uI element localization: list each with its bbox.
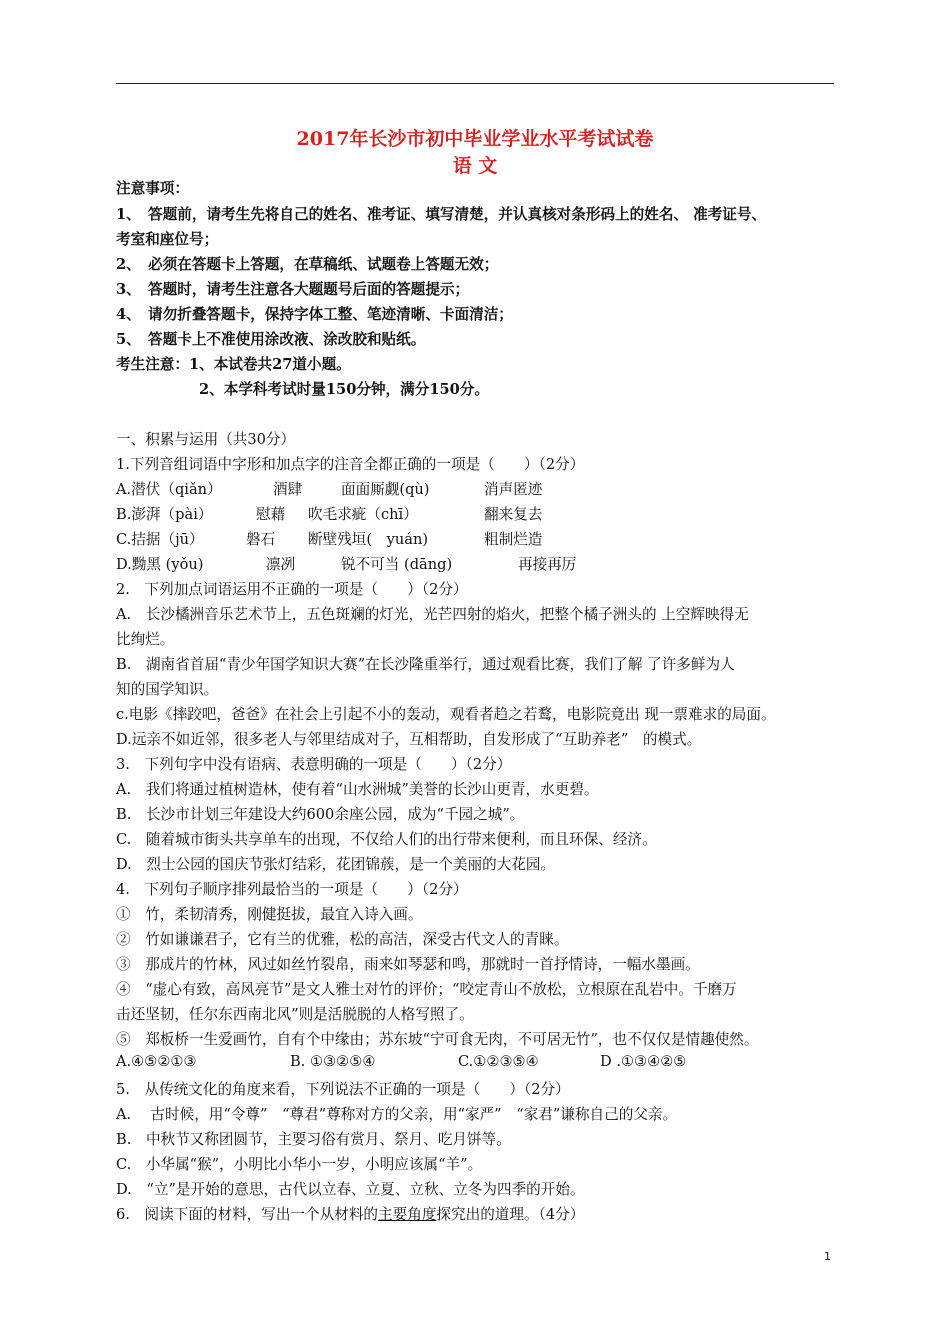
section-heading: 一、积累与运用（共30分） bbox=[116, 431, 296, 448]
q5-option-b: B. 中秋节又称团圆节，主要习俗有赏月、祭月、吃月饼等。 bbox=[116, 1131, 511, 1148]
header-rule bbox=[116, 83, 834, 84]
q1-d-word2: 凛冽 bbox=[266, 556, 296, 573]
q4-option-c: C.①②③⑤④ bbox=[458, 1053, 539, 1070]
exam-note-1: 考生注意：1、本试卷共27道小题。 bbox=[116, 356, 351, 373]
q1-option-d bbox=[116, 553, 577, 574]
q5-stem: 5. 从传统文化的角度来看，下列说法不正确的一项是（ ）（2分） bbox=[116, 1081, 570, 1098]
q2-option-b-line1: B. 湖南省首届“青少年国学知识大赛”在长沙隆重举行，通过观看比赛，我们了解 了许多鲜为人 bbox=[116, 656, 735, 673]
q1-stem: 1.下列音组词语中字形和加点字的注音全都正确的一项是（ ）（2分） bbox=[116, 456, 585, 473]
q1-b-word3: 吹毛求疵（chī） bbox=[308, 506, 418, 523]
q4-sentence-1: ① 竹，柔韧清秀，刚健挺拔，最宜入诗入画。 bbox=[116, 906, 423, 923]
q6-stem-emphasis: 主要角度 bbox=[378, 1206, 437, 1223]
q1-option-b bbox=[116, 503, 543, 524]
q3-option-b: B. 长沙市计划三年建设大约600余座公园，成为“千园之城”。 bbox=[116, 806, 525, 823]
q4-option-d: D .①③④②⑤ bbox=[600, 1053, 687, 1070]
q1-c-word2: 磐石 bbox=[246, 531, 276, 548]
q3-stem: 3. 下列句字中没有语病、表意明确的一项是（ ）（2分） bbox=[116, 756, 512, 773]
q4-sentence-4-line2: 击还坚韧，任尔东西南北风”则是活脱脱的人格写照了。 bbox=[116, 1006, 474, 1023]
q1-c-word3: 断壁残垣( yuán) bbox=[308, 531, 429, 548]
notice-item-2: 2、 必须在答题卡上答题，在草稿纸、试题卷上答题无效； bbox=[116, 256, 499, 273]
q4-option-b: B. ①③②⑤④ bbox=[290, 1053, 376, 1070]
notice-item-4: 4、 请勿折叠答题卡，保持字体工整、笔迹清晰、卡面清洁； bbox=[116, 306, 513, 323]
q2-option-b-line2: 知的国学知识。 bbox=[116, 681, 219, 698]
q5-option-a: A. 古时候，用“令尊” “尊君”尊称对方的父亲，用“家严” “家君”谦称自己的父亲。 bbox=[116, 1106, 678, 1123]
exam-note-2: 2、本学科考试时量150分钟，满分150分。 bbox=[199, 381, 489, 398]
q6-stem-pre: 6. 阅读下面的材料，写出一个从材料的 bbox=[116, 1206, 379, 1223]
q6-stem-post: 探究出的道理。（4分） bbox=[436, 1206, 585, 1223]
q1-d-word1: D.黝黑 (yǒu) bbox=[116, 556, 204, 573]
q2-option-a-line1: A. 长沙橘洲音乐艺术节上，五色斑斓的灯光，光芒四射的焰火，把整个橘子洲头的 上空辉映得无 bbox=[116, 606, 749, 623]
q3-option-c: C. 随着城市街头共享单车的出现，不仅给人们的出行带来便利，而且环保、经济。 bbox=[116, 831, 657, 848]
exam-title: 2017年长沙市初中毕业学业水平考试试卷 bbox=[296, 128, 654, 150]
notice-item-1: 1、 答题前，请考生先将自己的姓名、准考证、填写清楚，并认真核对条形码上的姓名、 准考证号、 bbox=[116, 206, 767, 223]
q4-option-a: A.④⑤②①③ bbox=[116, 1053, 197, 1070]
q4-options bbox=[116, 1053, 687, 1070]
q4-stem: 4. 下列句子顺序排列最恰当的一项是（ ）（2分） bbox=[116, 881, 468, 898]
q6-stem bbox=[116, 1203, 584, 1224]
notice-heading: 注意事项： bbox=[116, 180, 189, 197]
q3-option-a: A. 我们将通过植树造林，使有着“山水洲城”美誉的长沙山更青，水更碧。 bbox=[116, 781, 599, 798]
q3-option-d: D. 烈士公园的国庆节张灯结彩，花团锦蔟，是一个美丽的大花园。 bbox=[116, 856, 556, 873]
notice-item-5: 5、 答题卡上不准使用涂改液、涂改胶和贴纸。 bbox=[116, 331, 426, 348]
q1-option-a bbox=[116, 478, 543, 499]
q1-b-word1: B.澎湃（pài） bbox=[116, 506, 213, 523]
q4-sentence-3: ③ 那成片的竹林，风过如丝竹裂帛，雨来如琴瑟和鸣，那就时一首抒情诗，一幅水墨画。 bbox=[116, 956, 700, 973]
q2-option-c: c.电影《摔跤吧，爸爸》在社会上引起不小的轰动，观看者趋之若鹜，电影院竟出 现一票难求的局面。 bbox=[116, 706, 776, 723]
q1-d-word4: 再接再厉 bbox=[518, 556, 577, 573]
q2-option-d: D.远亲不如近邻，很多老人与邻里结成对子，互相帮助，自发形成了“互助养老” 的模式。 bbox=[116, 731, 702, 748]
subject-title: 语 文 bbox=[452, 155, 498, 177]
q4-sentence-4-line1: ④ “虚心有致，高风亮节”是文人雅士对竹的评价；“咬定青山不放松，立根原在乱岩中。千磨万 bbox=[116, 981, 737, 998]
q1-b-word4: 翻来复去 bbox=[484, 506, 543, 523]
q1-b-word2: 慰藉 bbox=[256, 506, 286, 523]
q4-sentence-2: ② 竹如谦谦君子，它有兰的优雅，松的高洁，深受古代文人的青睐。 bbox=[116, 931, 569, 948]
notice-item-1-cont: 考室和座位号； bbox=[116, 231, 219, 248]
q1-d-word3: 锐不可当 (dāng) bbox=[341, 556, 453, 573]
page-number: 1 bbox=[824, 1250, 831, 1263]
q1-a-word4: 消声匿迹 bbox=[484, 481, 543, 498]
q5-option-c: C. 小华属“猴”，小明比小华小一岁，小明应该属“羊”。 bbox=[116, 1156, 483, 1173]
q1-c-word1: C.拮据（jū） bbox=[116, 531, 204, 548]
q1-option-c bbox=[116, 528, 543, 549]
q2-stem: 2. 下列加点词语运用不正确的一项是（ ）（2分） bbox=[116, 581, 468, 598]
q2-option-a-line2: 比绚烂。 bbox=[116, 631, 175, 648]
notice-item-3: 3、 答题时，请考生注意各大题题号后面的答题提示； bbox=[116, 281, 470, 298]
q1-a-word1: A.潜伏（qiǎn） bbox=[116, 481, 222, 498]
q1-c-word4: 粗制烂造 bbox=[484, 531, 543, 548]
q1-a-word3: 面面厮觑(qù) bbox=[341, 481, 430, 498]
q1-a-word2: 酒肆 bbox=[273, 481, 303, 498]
q4-sentence-5: ⑤ 郑板桥一生爱画竹，自有个中缘由；苏东坡“宁可食无肉，不可居无竹”，也不仅仅是情趣使然。 bbox=[116, 1031, 759, 1048]
q5-option-d: D. “立”是开始的意思，古代以立春、立夏、立秋、立冬为四季的开始。 bbox=[116, 1181, 585, 1198]
